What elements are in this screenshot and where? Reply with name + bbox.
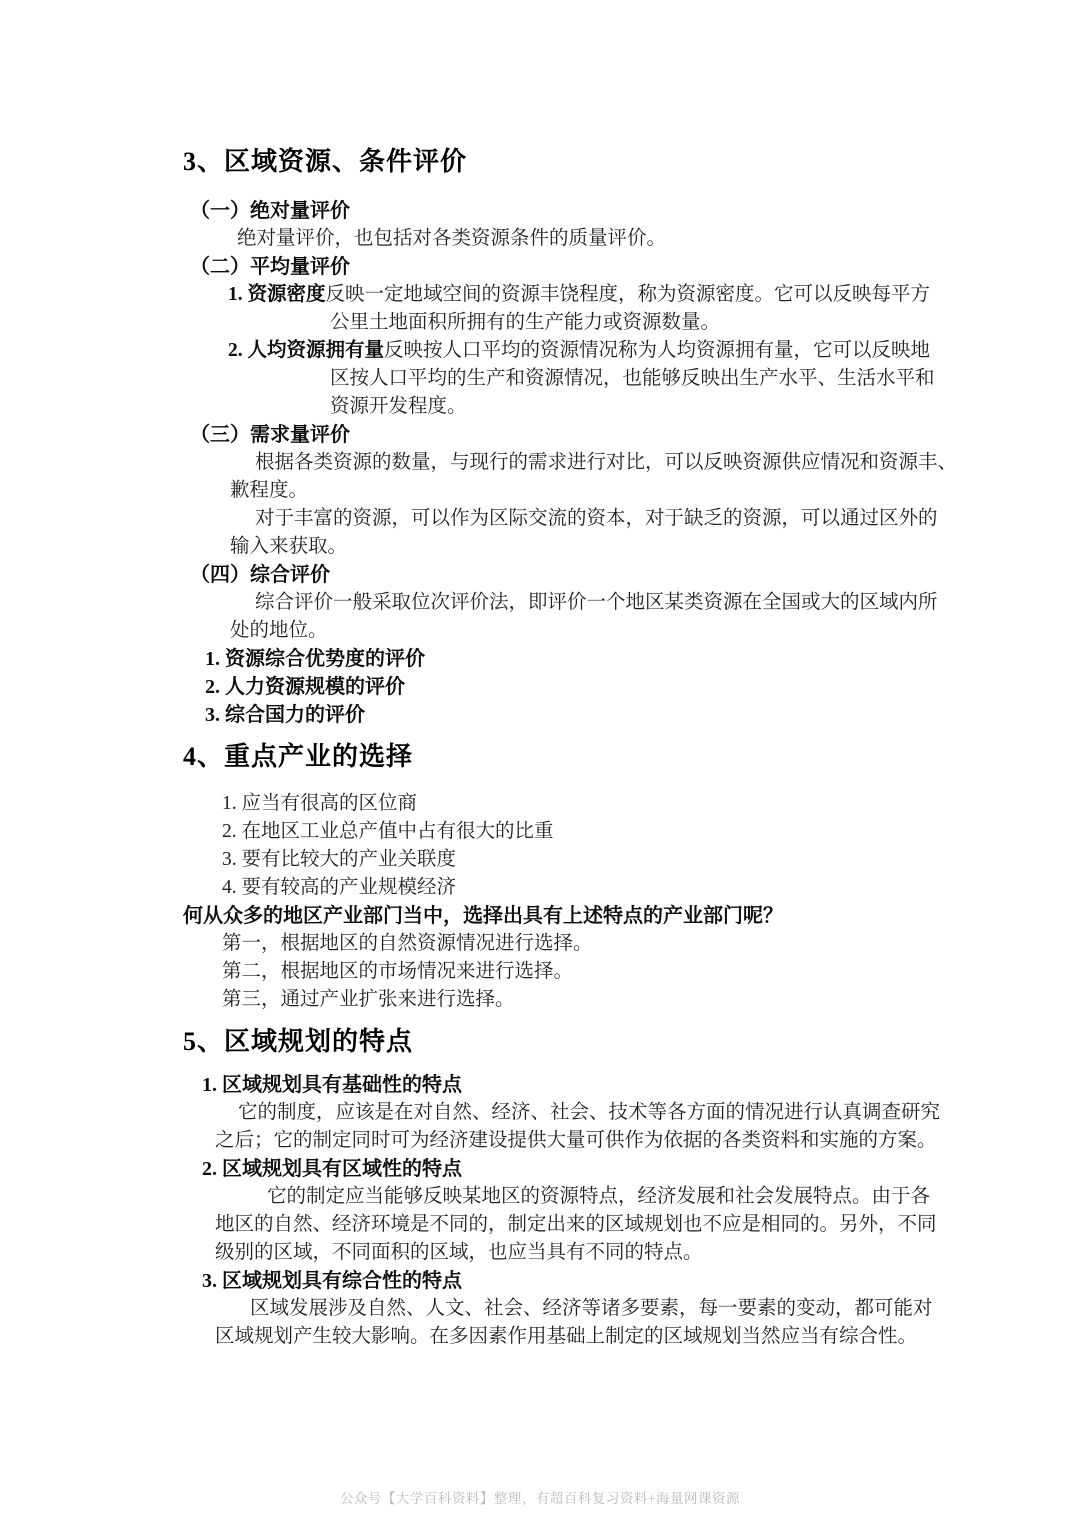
text-line: 区按人口平均的生产和资源情况，也能够反映出生产水平、生活水平和 <box>330 368 935 389</box>
text-run: 反映一定地域空间的资源丰饶程度，称为资源密度。它可以反映每平方 <box>325 284 931 305</box>
text-line: 2. 在地区工业总产值中占有很大的比重 <box>222 821 554 842</box>
subheading-planning-basic: 1. 区域规划具有基础性的特点 <box>202 1074 462 1096</box>
subheading-average-eval: （二）平均量评价 <box>190 256 350 278</box>
text-line: 处的地位。 <box>230 620 328 641</box>
text-line: 之后；它的制定同时可为经济建设提供大量可供作为依据的各类资料和实施的方案。 <box>215 1130 937 1151</box>
bold-text-run: 1. 资源密度 <box>228 284 326 305</box>
text-line: 歉程度。 <box>230 480 309 501</box>
subheading-demand-eval: （三）需求量评价 <box>190 424 350 446</box>
text-line: 它的制度，应该是在对自然、经济、社会、技术等各方面的情况进行认真调查研究 <box>238 1102 941 1123</box>
document-lines <box>0 145 1080 1351</box>
text-line: 第一，根据地区的自然资源情况进行选择。 <box>222 933 593 954</box>
heading-section-5: 5、区域规划的特点 <box>183 1027 414 1056</box>
text-line: 资源开发程度。 <box>330 396 467 417</box>
text-line: 输入来获取。 <box>230 536 348 557</box>
subheading-comprehensive-eval: （四）综合评价 <box>190 564 330 586</box>
heading-section-3: 3、区域资源、条件评价 <box>183 147 468 176</box>
text-run: 反映按人口平均的资源情况称为人均资源拥有量，它可以反映地 <box>384 340 931 361</box>
text-line: 级别的区域，不同面积的区域，也应当具有不同的特点。 <box>215 1242 703 1263</box>
text-line: 地区的自然、经济环境是不同的，制定出来的区域规划也不应是相同的。另外，不同 <box>215 1214 937 1235</box>
text-line: 综合评价一般采取位次评价法，即评价一个地区某类资源在全国或大的区域内所 <box>255 592 938 613</box>
text-line: 绝对量评价，也包括对各类资源条件的质量评价。 <box>237 228 667 249</box>
text-line: 4. 要有较高的产业规模经济 <box>222 877 457 898</box>
text-line: 第三，通过产业扩张来进行选择。 <box>222 989 515 1010</box>
subheading-absolute-eval: （一）绝对量评价 <box>190 200 350 222</box>
text-line <box>228 337 1080 365</box>
text-line: 3. 综合国力的评价 <box>205 704 365 726</box>
subheading-planning-comprehensive: 3. 区域规划具有综合性的特点 <box>202 1270 462 1292</box>
bold-text-run: 2. 人均资源拥有量 <box>228 340 385 361</box>
text-line: 第二，根据地区的市场情况来进行选择。 <box>222 961 574 982</box>
text-line: 3. 要有比较大的产业关联度 <box>222 849 457 870</box>
text-line: 根据各类资源的数量，与现行的需求进行对比，可以反映资源供应情况和资源丰、 <box>255 452 958 473</box>
text-line: 区域发展涉及自然、人文、社会、经济等诸多要素，每一要素的变动，都可能对 <box>250 1298 933 1319</box>
text-line: 对于丰富的资源，可以作为区际交流的资本，对于缺乏的资源，可以通过区外的 <box>255 508 938 529</box>
footer-note: 公众号【大学百科资料】整理，有超百科复习资料+海量网课资源 <box>339 1491 741 1506</box>
question-line: 何从众多的地区产业部门当中，选择出具有上述特点的产业部门呢？ <box>183 905 783 927</box>
text-line <box>228 281 1080 309</box>
text-line: 公里土地面积所拥有的生产能力或资源数量。 <box>330 312 721 333</box>
text-line: 它的制定应当能够反映某地区的资源特点，经济发展和社会发展特点。由于各 <box>267 1186 931 1207</box>
heading-section-4: 4、重点产业的选择 <box>183 742 414 771</box>
text-line: 2. 人力资源规模的评价 <box>205 676 405 698</box>
subheading-planning-regional: 2. 区域规划具有区域性的特点 <box>202 1158 462 1180</box>
text-line: 1. 应当有很高的区位商 <box>222 793 418 814</box>
text-line: 1. 资源综合优势度的评价 <box>205 648 425 670</box>
text-line: 区域规划产生较大影响。在多因素作用基础上制定的区域规划当然应当有综合性。 <box>215 1326 918 1347</box>
